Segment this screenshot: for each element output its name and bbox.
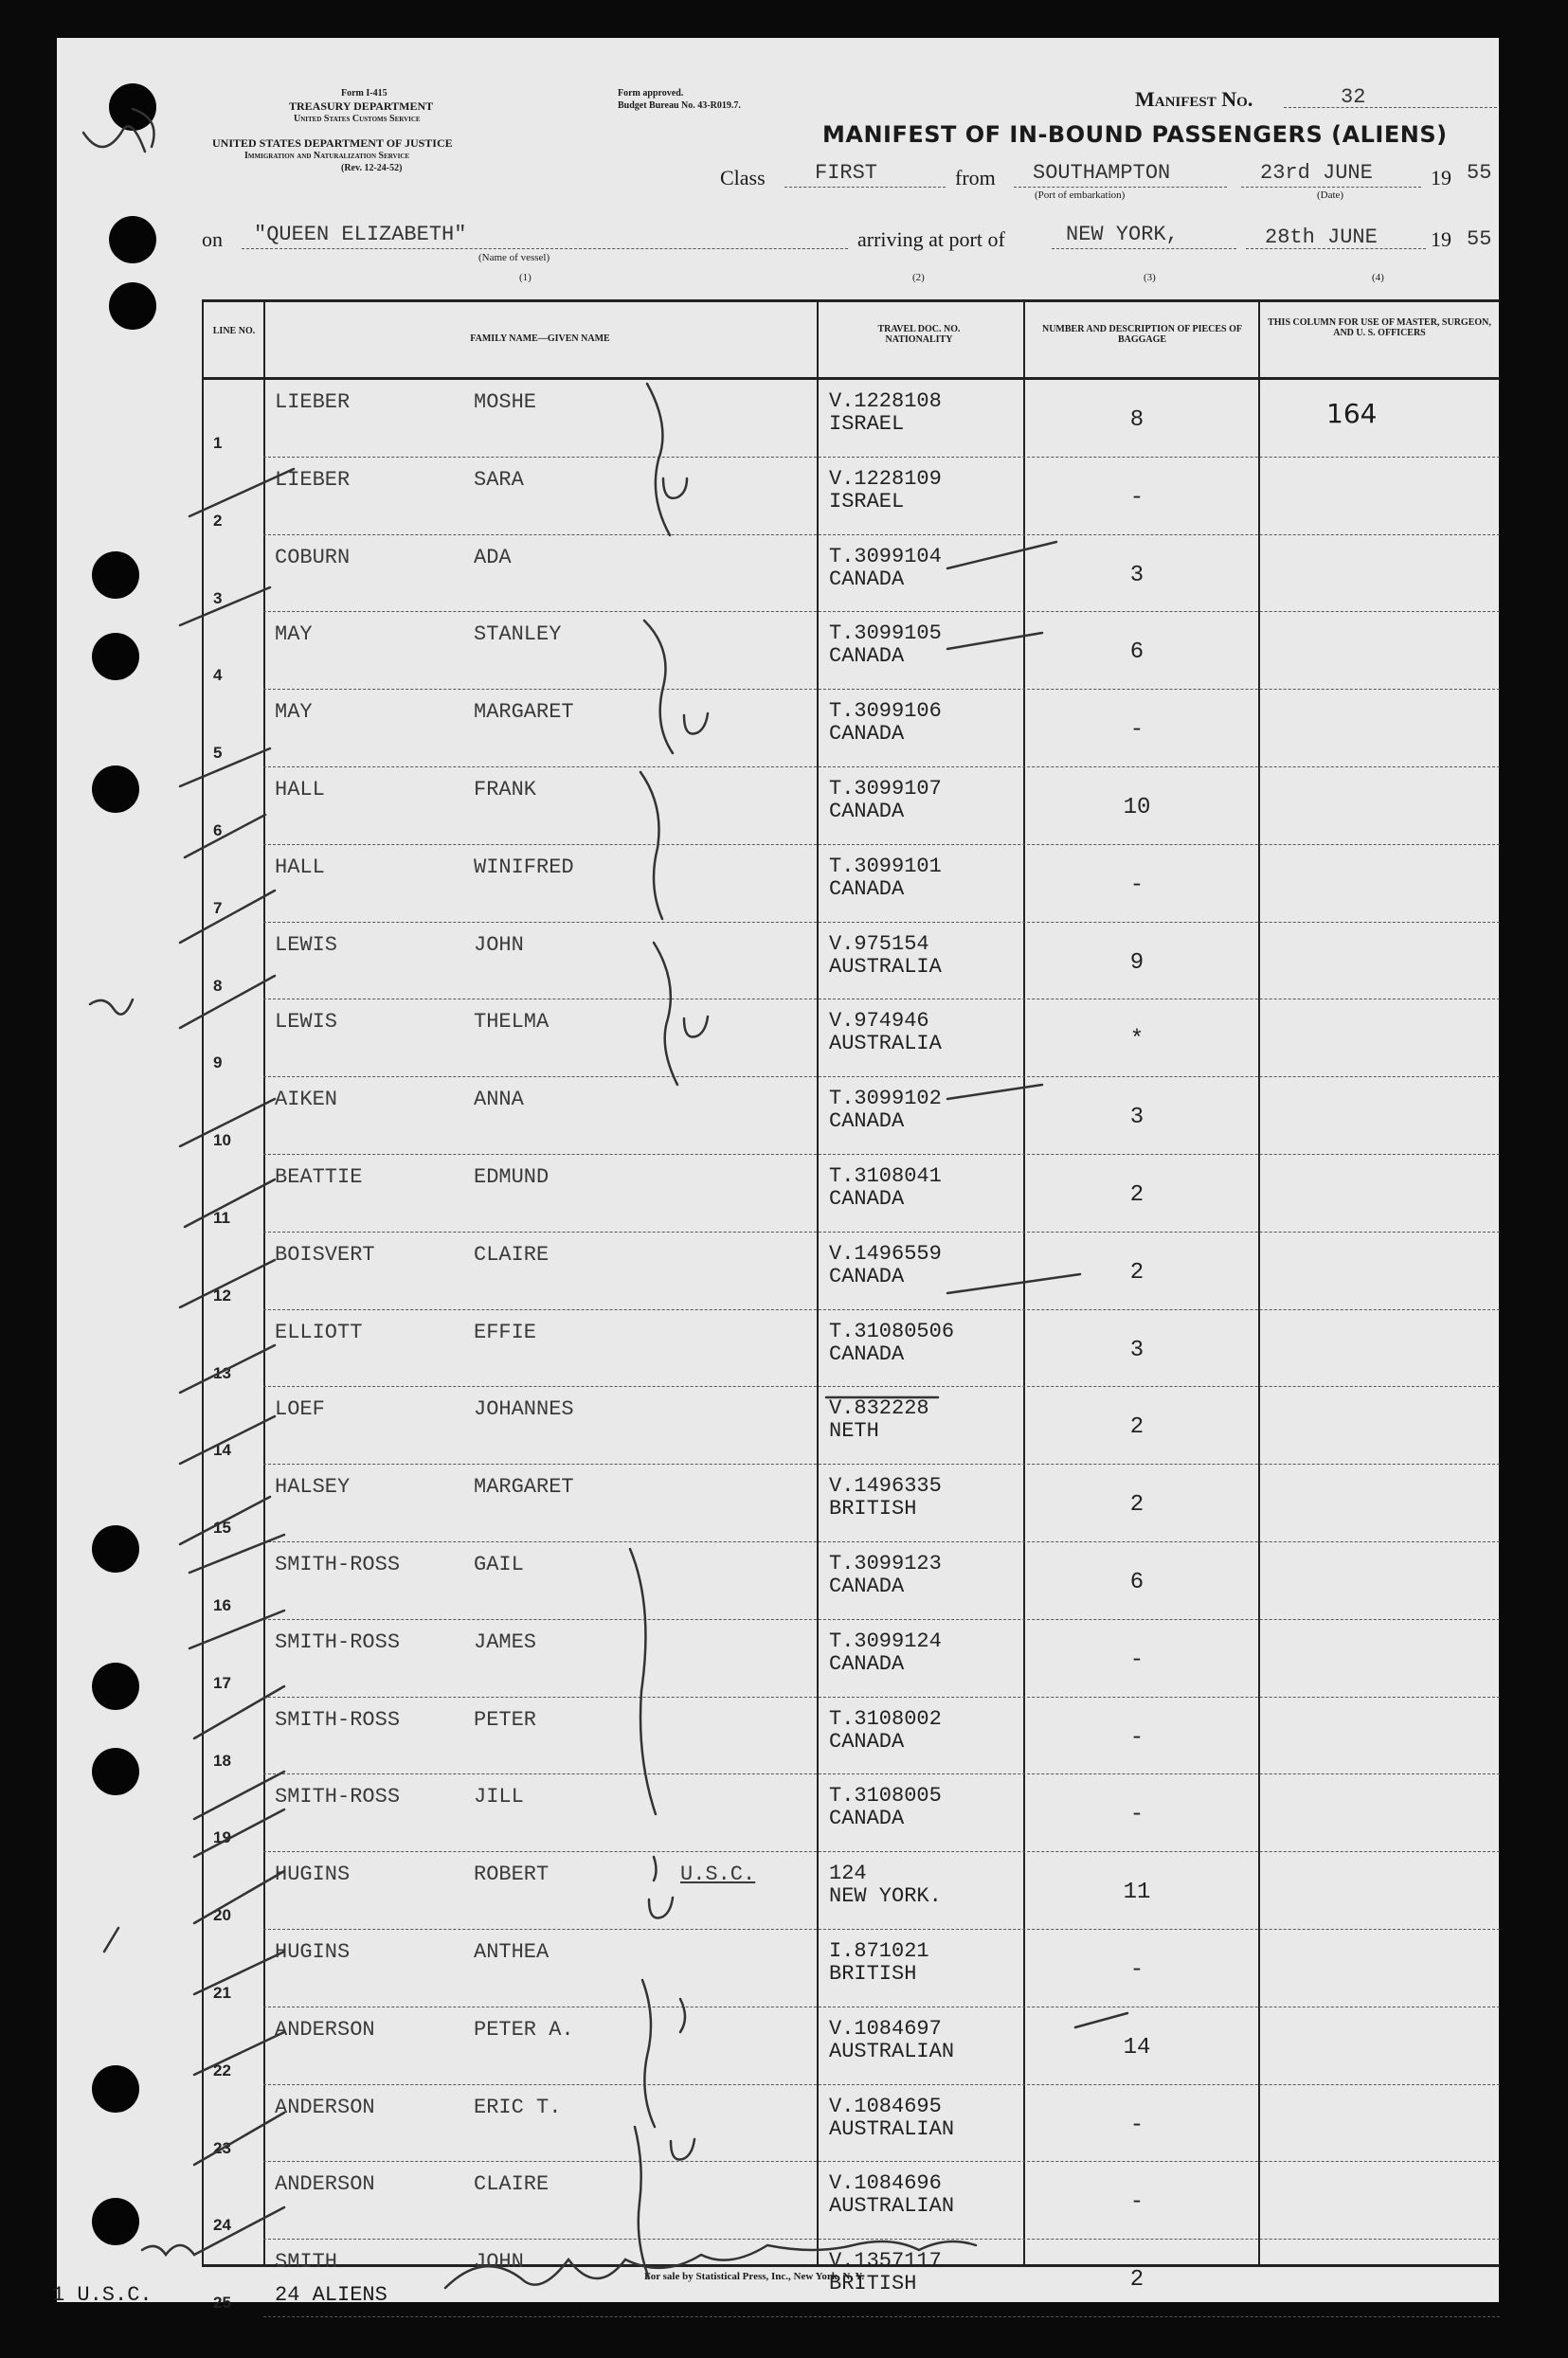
baggage-count: 8 <box>1129 407 1144 433</box>
caption-4: (4) <box>1372 272 1384 283</box>
family-name: HALL <box>275 855 325 879</box>
line-number: 10 <box>213 1131 231 1150</box>
given-name: CLAIRE <box>474 1242 550 1267</box>
travel-doc-number: V.1084695 <box>829 2094 942 2118</box>
given-name: EFFIE <box>474 1320 537 1344</box>
baggage-count: 14 <box>1123 2034 1151 2061</box>
travel-doc-number: T.3099104 <box>829 544 942 568</box>
arriving-label: arriving at port of <box>857 227 1005 251</box>
line-number: 9 <box>213 1053 223 1072</box>
baggage-count: - <box>1129 1802 1144 1828</box>
travel-doc-number: V.1228108 <box>829 389 942 413</box>
official-note: 164 <box>1326 398 1378 429</box>
travel-doc-number: T.31080506 <box>829 1319 955 1343</box>
family-name: HALSEY <box>275 1475 351 1500</box>
from-label: from <box>955 166 996 189</box>
family-name: AIKEN <box>275 1088 338 1112</box>
baggage-count: 9 <box>1129 949 1144 976</box>
justice-dept: UNITED STATES DEPARTMENT OF JUSTICE <box>212 136 453 150</box>
line-number: 17 <box>213 1673 231 1692</box>
caption-1: (1) <box>519 272 532 283</box>
given-name: JAMES <box>474 1629 537 1654</box>
baggage-count: - <box>1129 872 1144 898</box>
vessel-caption: (Name of vessel) <box>478 252 550 263</box>
year-1: 55 <box>1467 161 1492 185</box>
baggage-count: 2 <box>1129 1182 1144 1208</box>
travel-doc-number: T.3099107 <box>829 777 942 801</box>
family-name: BOISVERT <box>275 1242 375 1267</box>
ins-service: Immigration and Naturalization Service <box>244 151 410 161</box>
nationality: AUSTRALIA <box>829 1032 942 1056</box>
baggage-count: - <box>1129 1724 1144 1751</box>
baggage-count: - <box>1129 717 1144 744</box>
family-name: SMITH-ROSS <box>275 1629 401 1654</box>
travel-doc-number: T.3099102 <box>829 1087 942 1111</box>
form-approved: Form approved. <box>618 88 684 99</box>
travel-doc-number: T.3099123 <box>829 1552 942 1575</box>
given-name: GAIL <box>474 1553 524 1576</box>
travel-doc-number: T.3108005 <box>829 1784 942 1809</box>
family-name: HALL <box>275 778 325 801</box>
nationality: NETH <box>829 1419 879 1444</box>
baggage-count: - <box>1129 484 1144 511</box>
arrival-date: 28th JUNE <box>1265 225 1378 249</box>
caption-2: (2) <box>912 272 925 283</box>
given-name: FRANK <box>474 778 537 801</box>
given-name: ERIC T. <box>474 2095 562 2119</box>
travel-doc-number: V.1357117 <box>829 2249 942 2274</box>
family-name: LEWIS <box>275 1010 338 1035</box>
nationality: NEW YORK. <box>829 1884 942 1909</box>
nationality: BRITISH <box>829 2272 917 2296</box>
travel-doc-number: V.832228 <box>829 1396 929 1421</box>
nationality: ISRAEL <box>829 489 905 513</box>
baggage-count: 2 <box>1129 1259 1144 1286</box>
family-name: BEATTIE <box>275 1165 363 1189</box>
port-embark: SOUTHAMPTON <box>1033 161 1171 185</box>
baggage-count: 11 <box>1123 1880 1151 1906</box>
form-number: Form I-415 <box>341 88 387 99</box>
travel-doc-number: V.1228109 <box>829 466 942 491</box>
budget-bureau: Budget Bureau No. 43-R019.7. <box>618 100 741 111</box>
given-name: SARA <box>474 467 524 492</box>
line-number: 22 <box>213 2061 231 2079</box>
line-number: 12 <box>213 1286 231 1305</box>
baggage-count: 2 <box>1129 2267 1144 2294</box>
on-label: on <box>202 227 223 251</box>
line-number: 2 <box>213 511 223 530</box>
given-name: MARGARET <box>474 1475 574 1500</box>
family-name: SMITH-ROSS <box>275 1785 401 1809</box>
line-number: 24 <box>213 2216 231 2235</box>
nationality: CANADA <box>829 644 905 669</box>
given-name: JOHN <box>474 2250 524 2275</box>
family-name: LIEBER <box>275 390 351 414</box>
nationality: AUSTRALIAN <box>829 2116 955 2141</box>
vessel-name: "QUEEN ELIZABETH" <box>254 223 467 246</box>
travel-doc-number: T.3108041 <box>829 1164 942 1188</box>
date-embark: 23rd JUNE <box>1260 161 1373 185</box>
nationality: CANADA <box>829 567 905 591</box>
travel-doc-number: T.3099124 <box>829 1629 942 1653</box>
line-number: 18 <box>213 1751 231 1770</box>
line-number: 23 <box>213 2138 231 2157</box>
usc-total: 1 U.S.C. <box>52 2283 153 2307</box>
line-number: 7 <box>213 898 223 917</box>
given-name: EDMUND <box>474 1165 550 1189</box>
family-name: SMITH-ROSS <box>275 1553 401 1576</box>
nationality: CANADA <box>829 722 905 747</box>
baggage-count: 6 <box>1129 1570 1144 1595</box>
given-name: THELMA <box>474 1010 550 1035</box>
family-name: SMITH-ROSS <box>275 1707 401 1732</box>
nationality: AUSTRALIAN <box>829 2039 955 2063</box>
nationality: CANADA <box>829 1651 905 1676</box>
travel-doc-number: I.871021 <box>829 1939 929 1963</box>
family-name: LOEF <box>275 1397 325 1422</box>
baggage-count: * <box>1129 1027 1144 1053</box>
nationality: BRITISH <box>829 1962 917 1986</box>
class-label: Class <box>720 166 766 189</box>
nationality: AUSTRALIA <box>829 954 942 979</box>
baggage-count: - <box>1129 2112 1144 2138</box>
travel-doc-number: V.1496559 <box>829 1241 942 1266</box>
given-name: JOHANNES <box>474 1397 574 1422</box>
baggage-count: - <box>1129 1647 1144 1673</box>
given-name: PETER <box>474 1707 537 1732</box>
travel-doc-number: T.3099105 <box>829 621 942 646</box>
family-name: COBURN <box>275 545 351 569</box>
manifest-number: 32 <box>1341 85 1366 109</box>
col-header-officers: THIS COLUMN FOR USE OF MASTER, SURGEON, AND U. S. OFFICERS <box>1268 317 1491 338</box>
baggage-count: 2 <box>1129 1414 1144 1441</box>
nationality: CANADA <box>829 800 905 823</box>
given-name: JOHN <box>474 932 524 957</box>
nationality: CANADA <box>829 1575 905 1598</box>
family-name: SMITH <box>275 2250 338 2275</box>
baggage-count: 3 <box>1129 1105 1144 1131</box>
line-number: 20 <box>213 1906 231 1925</box>
nationality: AUSTRALIAN <box>829 2194 955 2219</box>
printer-note: For sale by Statistical Press, Inc., New York, N. Y. <box>644 2271 865 2282</box>
year-prefix-2: 19 <box>1431 227 1451 251</box>
nationality: ISRAEL <box>829 412 905 436</box>
nationality: CANADA <box>829 1109 905 1134</box>
baggage-count: - <box>1129 2189 1144 2216</box>
port-embark-caption: (Port of embarkation) <box>1035 189 1126 201</box>
line-number: 19 <box>213 1828 231 1847</box>
col-header-travel: TRAVEL DOC. NO. NATIONALITY <box>877 324 961 345</box>
nationality: BRITISH <box>829 1497 917 1521</box>
customs-service: United States Customs Service <box>294 114 421 124</box>
baggage-count: 10 <box>1123 795 1151 820</box>
family-name: LIEBER <box>275 467 351 492</box>
line-number: 16 <box>213 1596 231 1614</box>
line-number: 21 <box>213 1984 231 2002</box>
year-prefix-1: 19 <box>1431 166 1451 189</box>
line-number: 6 <box>213 821 223 839</box>
nationality: CANADA <box>829 1729 905 1754</box>
family-name: ANDERSON <box>275 2172 375 2197</box>
travel-doc-number: V.975154 <box>829 931 929 956</box>
nationality: CANADA <box>829 876 905 901</box>
given-name: ADA <box>474 545 512 569</box>
given-name: JILL <box>474 1785 524 1809</box>
col-header-baggage: NUMBER AND DESCRIPTION OF PIECES OF BAGGAGE <box>1041 324 1243 345</box>
nationality: CANADA <box>829 1341 905 1366</box>
given-name: ANNA <box>474 1088 524 1112</box>
baggage-count: 3 <box>1129 562 1144 588</box>
given-name: WINIFRED <box>474 855 574 879</box>
line-number: 8 <box>213 976 223 995</box>
family-name: ELLIOTT <box>275 1320 363 1344</box>
family-name: MAY <box>275 700 313 725</box>
travel-doc-number: V.1084696 <box>829 2171 942 2196</box>
line-number: 14 <box>213 1441 231 1460</box>
given-name: MARGARET <box>474 700 574 725</box>
given-name: PETER A. <box>474 2017 574 2042</box>
revision: (Rev. 12-24-52) <box>341 163 403 173</box>
line-number: 5 <box>213 744 223 763</box>
family-name: HUGINS <box>275 1863 351 1887</box>
col-header-line: LINE NO. <box>212 326 256 336</box>
family-name: ANDERSON <box>275 2017 375 2042</box>
usc-note: U.S.C. <box>680 1863 756 1887</box>
nationality: CANADA <box>829 1807 905 1831</box>
given-name: ROBERT <box>474 1863 550 1887</box>
line-number: 13 <box>213 1363 231 1382</box>
line-number: 3 <box>213 588 223 607</box>
line-number: 1 <box>213 434 223 452</box>
baggage-count: - <box>1129 1957 1144 1983</box>
date-caption: (Date) <box>1317 189 1344 201</box>
class-value: FIRST <box>815 161 878 185</box>
treasury-dept: TREASURY DEPARTMENT <box>289 99 434 113</box>
travel-doc-number: T.3108002 <box>829 1706 942 1731</box>
baggage-count: 2 <box>1129 1492 1144 1519</box>
family-name: LEWIS <box>275 932 338 957</box>
travel-doc-number: V.974946 <box>829 1009 929 1034</box>
col-header-name: FAMILY NAME—GIVEN NAME <box>470 333 610 344</box>
nationality: CANADA <box>829 1264 905 1288</box>
manifest-label: Manifest No. <box>1135 87 1253 111</box>
travel-doc-number: T.3099106 <box>829 699 942 724</box>
travel-doc-number: T.3099101 <box>829 854 942 878</box>
travel-doc-number: V.1496335 <box>829 1474 942 1499</box>
nationality: CANADA <box>829 1187 905 1211</box>
given-name: STANLEY <box>474 622 562 647</box>
baggage-count: 3 <box>1129 1337 1144 1363</box>
line-number: 11 <box>213 1209 230 1227</box>
aliens-total: 24 ALIENS <box>275 2283 387 2307</box>
line-number: 25 <box>213 2294 231 2313</box>
line-number: 15 <box>213 1519 231 1538</box>
given-name: MOSHE <box>474 390 537 414</box>
given-name: CLAIRE <box>474 2172 550 2197</box>
baggage-count: 6 <box>1129 639 1144 666</box>
line-number: 4 <box>213 666 223 685</box>
year-2: 55 <box>1467 227 1492 251</box>
caption-3: (3) <box>1144 272 1156 283</box>
manifest-title: MANIFEST OF IN-BOUND PASSENGERS (ALIENS) <box>822 121 1448 148</box>
travel-doc-number: 124 <box>829 1862 867 1886</box>
travel-doc-number: V.1084697 <box>829 2016 942 2041</box>
family-name: MAY <box>275 622 313 647</box>
arrival-port: NEW YORK, <box>1066 223 1179 246</box>
family-name: ANDERSON <box>275 2095 375 2119</box>
given-name: ANTHEA <box>474 1940 550 1964</box>
family-name: HUGINS <box>275 1940 351 1964</box>
